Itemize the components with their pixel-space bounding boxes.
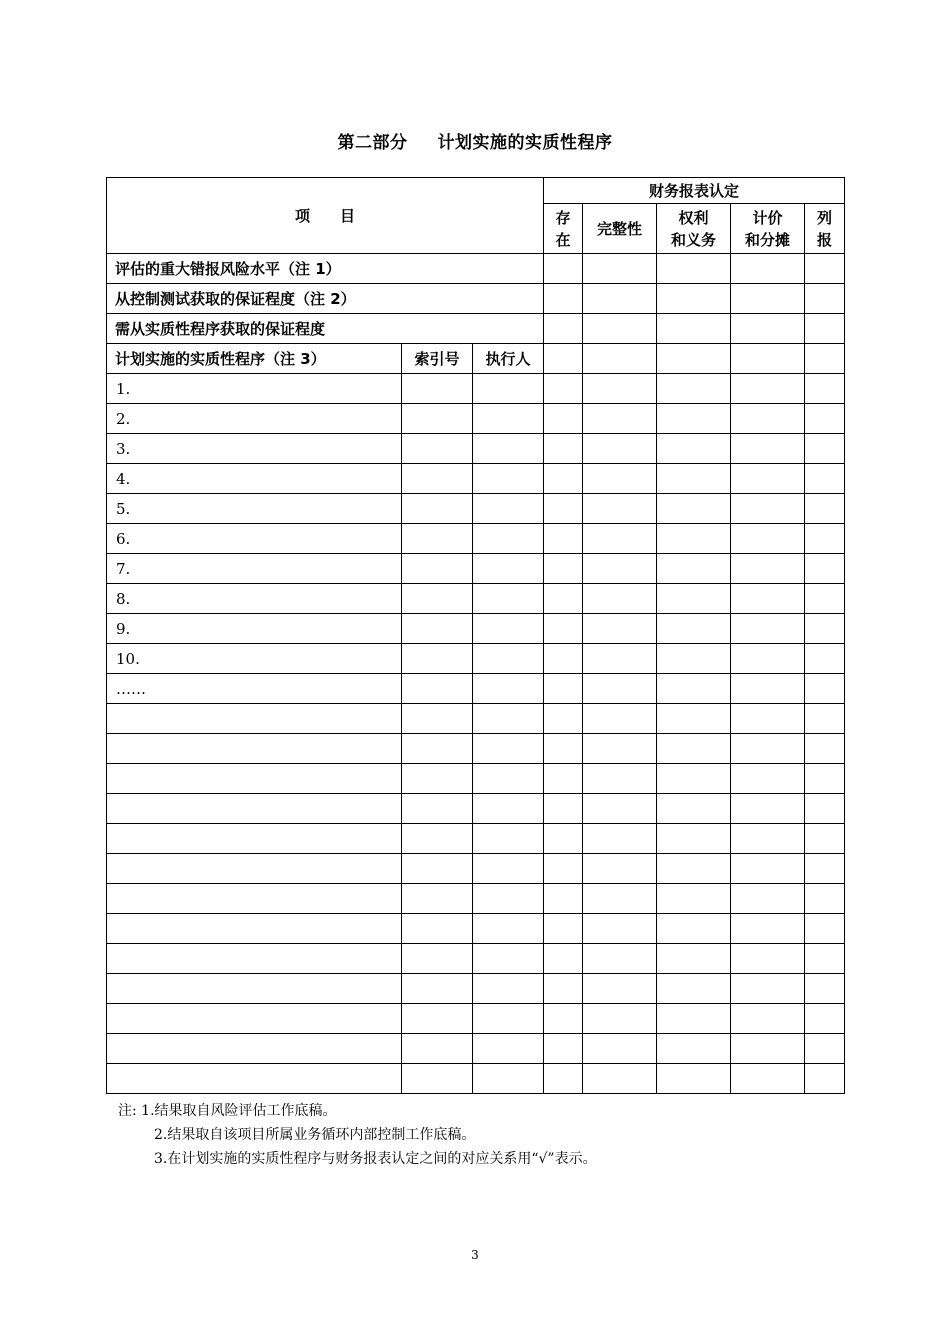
assertion-cell xyxy=(544,494,583,524)
assertion-cell xyxy=(657,824,731,854)
assertion-cell xyxy=(583,524,657,554)
assertion-cell xyxy=(583,794,657,824)
procedure-row xyxy=(107,824,845,854)
assertion-cell xyxy=(544,434,583,464)
assertion-cell xyxy=(583,944,657,974)
header-executor: 执行人 xyxy=(473,344,544,374)
assertion-cell xyxy=(657,734,731,764)
index-no-cell xyxy=(402,764,473,794)
assertion-cell xyxy=(583,734,657,764)
procedure-row xyxy=(107,614,845,644)
procedure-cell xyxy=(107,824,402,854)
assertion-cell xyxy=(657,764,731,794)
assertion-cell xyxy=(657,884,731,914)
index-no-cell xyxy=(402,554,473,584)
procedure-cell: 9. xyxy=(107,614,402,644)
assertion-cell xyxy=(731,914,805,944)
executor-cell xyxy=(473,944,544,974)
procedure-cell xyxy=(107,914,402,944)
assertion-cell xyxy=(544,614,583,644)
index-no-cell xyxy=(402,614,473,644)
procedure-cell: 4. xyxy=(107,464,402,494)
assertion-cell xyxy=(544,974,583,1004)
assertion-cell xyxy=(805,974,845,1004)
assertion-cell xyxy=(731,824,805,854)
assertion-cell xyxy=(657,524,731,554)
procedure-cell xyxy=(107,764,402,794)
assertion-cell xyxy=(657,584,731,614)
assertion-cell xyxy=(544,944,583,974)
assertion-cell xyxy=(657,1034,731,1064)
executor-cell xyxy=(473,884,544,914)
index-no-cell xyxy=(402,974,473,1004)
assertion-cell xyxy=(805,914,845,944)
executor-cell xyxy=(473,914,544,944)
assertion-cell xyxy=(731,524,805,554)
index-no-cell xyxy=(402,1034,473,1064)
procedure-row xyxy=(107,974,845,1004)
assertion-cell xyxy=(731,614,805,644)
assertion-cell xyxy=(731,554,805,584)
procedure-row xyxy=(107,464,845,494)
index-no-cell xyxy=(402,494,473,524)
index-no-cell xyxy=(402,854,473,884)
assertion-cell xyxy=(583,1034,657,1064)
assertion-cell xyxy=(583,854,657,884)
assertion-cell xyxy=(544,404,583,434)
index-no-cell xyxy=(402,524,473,554)
page-title xyxy=(0,128,950,153)
assertion-cell xyxy=(583,914,657,944)
procedure-cell: 2. xyxy=(107,404,402,434)
table-row xyxy=(107,314,845,344)
executor-cell xyxy=(473,854,544,884)
procedure-row xyxy=(107,704,845,734)
assertion-cell xyxy=(805,734,845,764)
assertion-cell xyxy=(805,524,845,554)
assertion-cell xyxy=(731,854,805,884)
header-item: 项 目 xyxy=(107,178,544,254)
procedure-row xyxy=(107,1004,845,1034)
assertion-cell xyxy=(583,584,657,614)
procedure-row xyxy=(107,674,845,704)
procedure-cell: 6. xyxy=(107,524,402,554)
index-no-cell xyxy=(402,404,473,434)
executor-cell xyxy=(473,464,544,494)
assertion-cell xyxy=(805,404,845,434)
index-no-cell xyxy=(402,734,473,764)
assertion-cell xyxy=(731,374,805,404)
assertion-cell xyxy=(544,464,583,494)
procedure-cell: 10. xyxy=(107,644,402,674)
index-no-cell xyxy=(402,704,473,734)
assertion-cell xyxy=(731,674,805,704)
assertion-cell xyxy=(583,704,657,734)
procedure-cell xyxy=(107,1004,402,1034)
procedure-row xyxy=(107,554,845,584)
executor-cell xyxy=(473,1004,544,1034)
assertion-cell xyxy=(805,464,845,494)
executor-cell xyxy=(473,734,544,764)
row-substantive-label: 需从实质性程序获取的保证程度 xyxy=(107,314,544,344)
assertion-cell xyxy=(731,794,805,824)
assertion-cell xyxy=(583,494,657,524)
assertion-cell xyxy=(544,374,583,404)
procedure-row xyxy=(107,1034,845,1064)
procedure-row xyxy=(107,404,845,434)
procedure-row xyxy=(107,794,845,824)
assertion-cell xyxy=(583,824,657,854)
procedure-row xyxy=(107,494,845,524)
index-no-cell xyxy=(402,644,473,674)
assertion-cell xyxy=(544,884,583,914)
assertion-cell xyxy=(731,944,805,974)
assertion-cell xyxy=(731,494,805,524)
row-risk-label: 评估的重大错报风险水平（注 1） xyxy=(107,254,544,284)
assertion-cell xyxy=(657,614,731,644)
index-no-cell xyxy=(402,914,473,944)
assertion-cell xyxy=(731,974,805,1004)
assertion-cell xyxy=(805,554,845,584)
procedure-cell xyxy=(107,704,402,734)
assertion-cell xyxy=(657,704,731,734)
executor-cell xyxy=(473,794,544,824)
index-no-cell xyxy=(402,584,473,614)
header-assertions: 财务报表认定 xyxy=(544,178,845,204)
procedure-cell: …… xyxy=(107,674,402,704)
executor-cell xyxy=(473,554,544,584)
assertion-cell xyxy=(805,494,845,524)
assertion-cell xyxy=(731,884,805,914)
assertion-cell xyxy=(544,524,583,554)
index-no-cell xyxy=(402,1064,473,1094)
assertion-cell xyxy=(544,554,583,584)
procedure-cell xyxy=(107,944,402,974)
procedure-row xyxy=(107,854,845,884)
header-rights: 权利 和义务 xyxy=(657,204,731,254)
assertion-cell xyxy=(805,644,845,674)
assertion-cell xyxy=(657,404,731,434)
assertion-cell xyxy=(657,374,731,404)
index-no-cell xyxy=(402,674,473,704)
index-no-cell xyxy=(402,884,473,914)
assertion-cell xyxy=(805,764,845,794)
title-text: 计划实施的实质性程序 xyxy=(437,133,613,153)
assertion-cell xyxy=(544,764,583,794)
row-control-label: 从控制测试获取的保证程度（注 2） xyxy=(107,284,544,314)
executor-cell xyxy=(473,524,544,554)
assertion-cell xyxy=(544,854,583,884)
assertion-cell xyxy=(657,434,731,464)
assertion-cell xyxy=(657,854,731,884)
assertion-cell xyxy=(583,884,657,914)
header-valuation: 计价 和分摊 xyxy=(731,204,805,254)
procedure-cell xyxy=(107,854,402,884)
executor-cell xyxy=(473,374,544,404)
assertion-cell xyxy=(544,644,583,674)
table-row xyxy=(107,254,845,284)
assertion-cell xyxy=(731,404,805,434)
index-no-cell xyxy=(402,794,473,824)
assertion-cell xyxy=(583,1004,657,1034)
procedure-row xyxy=(107,734,845,764)
procedure-cell: 8. xyxy=(107,584,402,614)
assertion-cell xyxy=(731,1034,805,1064)
header-completeness: 完整性 xyxy=(583,204,657,254)
assertion-cell xyxy=(657,794,731,824)
assertion-cell xyxy=(544,734,583,764)
executor-cell xyxy=(473,764,544,794)
substantive-procedures-table xyxy=(106,177,845,1094)
table-row xyxy=(107,344,845,374)
executor-cell xyxy=(473,614,544,644)
assertion-cell xyxy=(657,914,731,944)
assertion-cell xyxy=(544,704,583,734)
executor-cell xyxy=(473,584,544,614)
assertion-cell xyxy=(731,704,805,734)
procedure-row xyxy=(107,374,845,404)
procedure-row xyxy=(107,584,845,614)
assertion-cell xyxy=(657,464,731,494)
procedure-row xyxy=(107,764,845,794)
assertion-cell xyxy=(583,554,657,584)
header-existence: 存 在 xyxy=(544,204,583,254)
executor-cell xyxy=(473,404,544,434)
assertion-cell xyxy=(544,584,583,614)
index-no-cell xyxy=(402,374,473,404)
assertion-cell xyxy=(731,1004,805,1034)
executor-cell xyxy=(473,434,544,464)
assertion-cell xyxy=(544,914,583,944)
assertion-cell xyxy=(583,674,657,704)
assertion-cell xyxy=(805,944,845,974)
notes xyxy=(118,1099,597,1171)
procedure-cell xyxy=(107,794,402,824)
assertion-cell xyxy=(731,764,805,794)
assertion-cell xyxy=(805,824,845,854)
assertion-cell xyxy=(805,1004,845,1034)
index-no-cell xyxy=(402,434,473,464)
assertion-cell xyxy=(544,794,583,824)
assertion-cell xyxy=(805,1034,845,1064)
executor-cell xyxy=(473,674,544,704)
procedure-row xyxy=(107,434,845,464)
index-no-cell xyxy=(402,1004,473,1034)
assertion-cell xyxy=(731,1064,805,1094)
note-3: 3.在计划实施的实质性程序与财务报表认定之间的对应关系用“√”表示。 xyxy=(154,1151,597,1167)
procedure-cell xyxy=(107,974,402,1004)
index-no-cell xyxy=(402,944,473,974)
procedure-row xyxy=(107,944,845,974)
assertion-cell xyxy=(805,854,845,884)
assertion-cell xyxy=(583,404,657,434)
assertion-cell xyxy=(583,374,657,404)
assertion-cell xyxy=(583,614,657,644)
index-no-cell xyxy=(402,464,473,494)
executor-cell xyxy=(473,704,544,734)
assertion-cell xyxy=(657,1004,731,1034)
procedure-cell xyxy=(107,1034,402,1064)
procedure-cell: 5. xyxy=(107,494,402,524)
procedure-row xyxy=(107,644,845,674)
index-no-cell xyxy=(402,824,473,854)
executor-cell xyxy=(473,1034,544,1064)
note-1: 注: 1.结果取自风险评估工作底稿。 xyxy=(118,1103,337,1119)
executor-cell xyxy=(473,824,544,854)
assertion-cell xyxy=(731,434,805,464)
assertion-cell xyxy=(583,974,657,1004)
procedure-cell: 1. xyxy=(107,374,402,404)
assertion-cell xyxy=(731,584,805,614)
procedure-cell xyxy=(107,884,402,914)
assertion-cell xyxy=(583,644,657,674)
header-index-no: 索引号 xyxy=(402,344,473,374)
procedure-cell: 7. xyxy=(107,554,402,584)
assertion-cell xyxy=(657,554,731,584)
procedure-row xyxy=(107,1064,845,1094)
title-part: 第二部分 xyxy=(337,133,408,153)
assertion-cell xyxy=(544,674,583,704)
page-number: 3 xyxy=(471,1248,479,1262)
assertion-cell xyxy=(657,494,731,524)
assertion-cell xyxy=(544,1064,583,1094)
header-presentation: 列 报 xyxy=(805,204,845,254)
assertion-cell xyxy=(805,374,845,404)
assertion-cell xyxy=(731,464,805,494)
executor-cell xyxy=(473,1064,544,1094)
assertion-cell xyxy=(657,1064,731,1094)
assertion-cell xyxy=(657,974,731,1004)
note-2: 2.结果取自该项目所属业务循环内部控制工作底稿。 xyxy=(154,1127,476,1143)
assertion-cell xyxy=(805,674,845,704)
procedure-row xyxy=(107,524,845,554)
executor-cell xyxy=(473,644,544,674)
assertion-cell xyxy=(805,434,845,464)
assertion-cell xyxy=(544,1004,583,1034)
assertion-cell xyxy=(805,794,845,824)
procedure-row xyxy=(107,884,845,914)
assertion-cell xyxy=(583,764,657,794)
assertion-cell xyxy=(805,584,845,614)
table-row xyxy=(107,284,845,314)
assertion-cell xyxy=(583,464,657,494)
procedure-cell xyxy=(107,734,402,764)
assertion-cell xyxy=(657,644,731,674)
assertion-cell xyxy=(805,884,845,914)
assertion-cell xyxy=(731,644,805,674)
executor-cell xyxy=(473,974,544,1004)
procedure-cell xyxy=(107,1064,402,1094)
assertion-cell xyxy=(583,434,657,464)
assertion-cell xyxy=(583,1064,657,1094)
assertion-cell xyxy=(805,704,845,734)
assertion-cell xyxy=(544,824,583,854)
assertion-cell xyxy=(544,1034,583,1064)
assertion-cell xyxy=(805,614,845,644)
procedure-cell: 3. xyxy=(107,434,402,464)
assertion-cell xyxy=(731,734,805,764)
assertion-cell xyxy=(805,1064,845,1094)
executor-cell xyxy=(473,494,544,524)
procedure-row xyxy=(107,914,845,944)
assertion-cell xyxy=(657,944,731,974)
row-procedures-label: 计划实施的实质性程序（注 3） xyxy=(107,344,402,374)
assertion-cell xyxy=(657,674,731,704)
